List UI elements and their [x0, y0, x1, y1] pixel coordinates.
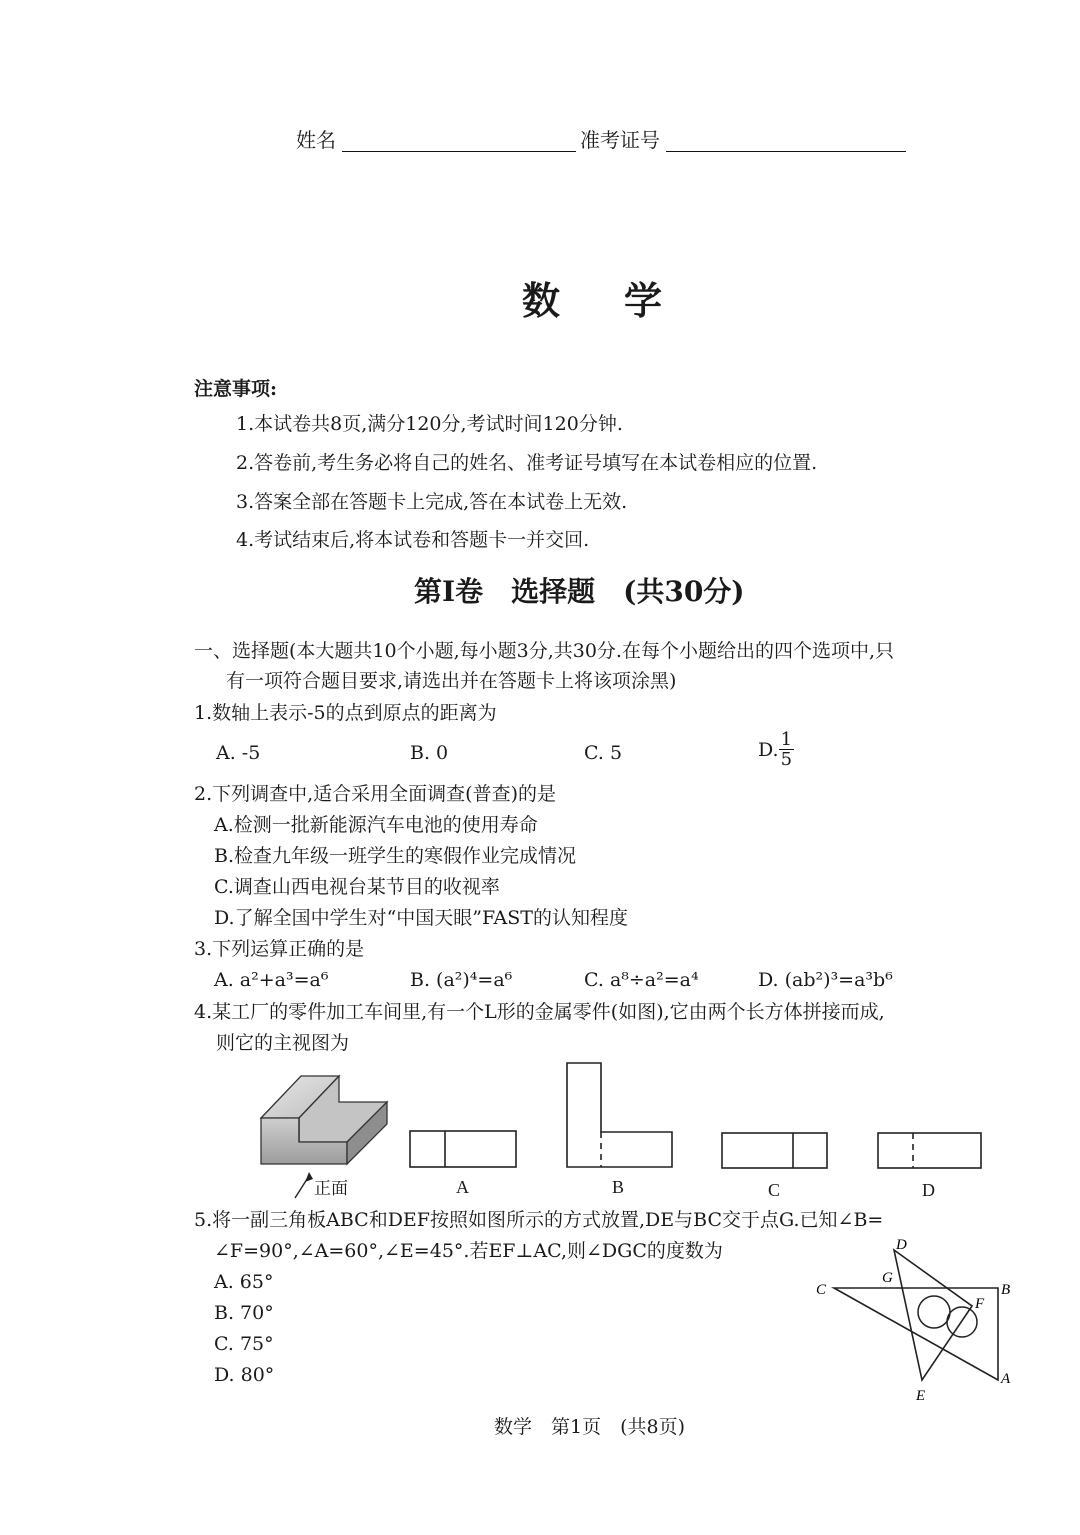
q5-option-d[interactable]: D. 80° — [214, 1364, 275, 1386]
q5-option-a[interactable]: A. 65° — [214, 1271, 274, 1293]
page-footer: 数学 第1页 (共8页) — [494, 1416, 686, 1438]
q3-option-b[interactable]: B. (a²)⁴=a⁶ — [410, 969, 513, 991]
exam-id-label: 准考证号 — [580, 128, 660, 152]
q5-stem-line2: ∠F=90°,∠A=60°,∠E=45°.若EF⊥AC,则∠DGC的度数为 — [214, 1240, 723, 1262]
q2-option-c[interactable]: C.调查山西电视台某节目的收视率 — [214, 876, 500, 898]
point-label-c: C — [816, 1282, 827, 1298]
triangle-figure — [812, 1230, 1024, 1406]
name-field[interactable] — [342, 151, 576, 152]
point-label-f: F — [975, 1296, 985, 1312]
q2-stem: 2.下列调查中,适合采用全面调查(普查)的是 — [194, 783, 556, 805]
q1-option-d-prefix: D. — [758, 738, 779, 761]
point-label-a: A — [1001, 1371, 1011, 1387]
name-label: 姓名 — [296, 128, 336, 152]
q2-option-d[interactable]: D.了解全国中学生对“中国天眼”FAST的认知程度 — [214, 907, 628, 929]
point-label-b: B — [1001, 1282, 1011, 1298]
fraction-denominator: 5 — [780, 749, 793, 770]
q3-option-c[interactable]: C. a⁸÷a²=a⁴ — [584, 969, 699, 991]
q4-label-d[interactable]: D — [922, 1180, 935, 1200]
notice-item: 4.考试结束后,将本试卷和答题卡一并交回. — [236, 529, 590, 551]
q1-option-c[interactable]: C. 5 — [584, 742, 623, 764]
q4-stem-line1: 4.某工厂的零件加工车间里,有一个L形的金属零件(如图),它由两个长方体拼接而成, — [194, 1001, 885, 1023]
q5-stem-line1: 5.将一副三角板ABC和DEF按照如图所示的方式放置,DE与BC交于点G.已知∠B= — [194, 1209, 884, 1231]
q4-option-c-figure — [722, 1133, 827, 1168]
part-instructions-line2: 有一项符合题目要求,请选出并在答题卡上将该项涂黑) — [226, 670, 677, 692]
q2-option-a[interactable]: A.检测一批新能源汽车电池的使用寿命 — [214, 814, 538, 836]
q4-option-d-figure — [878, 1133, 981, 1168]
notice-item: 3.答案全部在答题卡上完成,答在本试卷上无效. — [236, 491, 628, 513]
q4-option-a-figure — [410, 1131, 516, 1167]
point-label-e: E — [916, 1388, 926, 1404]
front-label: 正面 — [314, 1179, 348, 1199]
page-title: 数学 — [522, 278, 727, 323]
section-title: 第Ⅰ卷 选择题 (共30分) — [414, 575, 745, 608]
q1-option-d[interactable] — [758, 730, 794, 769]
q4-label-c[interactable]: C — [768, 1180, 781, 1200]
q4-label-a[interactable]: A — [456, 1177, 469, 1197]
exam-id-field[interactable] — [666, 151, 906, 152]
fraction-numerator: 1 — [780, 729, 793, 750]
q3-option-d[interactable]: D. (ab²)³=a³b⁶ — [758, 969, 893, 991]
point-label-d: D — [896, 1237, 907, 1253]
q2-option-b[interactable]: B.检查九年级一班学生的寒假作业完成情况 — [214, 845, 577, 867]
q3-option-a[interactable]: A. a²+a³=a⁶ — [214, 969, 329, 991]
notice-item: 2.答卷前,考生务必将自己的姓名、准考证号填写在本试卷相应的位置. — [236, 452, 818, 474]
q3-stem: 3.下列运算正确的是 — [194, 938, 365, 960]
notice-item: 1.本试卷共8页,满分120分,考试时间120分钟. — [236, 413, 623, 435]
point-label-g: G — [882, 1270, 893, 1286]
q1-stem: 1.数轴上表示-5的点到原点的距离为 — [194, 702, 497, 724]
q4-options-figures — [405, 1060, 995, 1170]
q4-stem-line2: 则它的主视图为 — [216, 1032, 350, 1054]
notice-heading: 注意事项: — [194, 378, 278, 400]
q4-label-b[interactable]: B — [612, 1177, 625, 1197]
q1-option-b[interactable]: B. 0 — [410, 742, 449, 764]
part-instructions-line1: 一、选择题(本大题共10个小题,每小题3分,共30分.在每个小题给出的四个选项中,只 — [194, 640, 895, 662]
q5-option-b[interactable]: B. 70° — [214, 1302, 274, 1324]
q1-option-a[interactable]: A. -5 — [216, 742, 261, 764]
q4-option-b-figure — [567, 1063, 672, 1167]
q5-option-c[interactable]: C. 75° — [214, 1333, 274, 1355]
fraction — [779, 730, 794, 769]
